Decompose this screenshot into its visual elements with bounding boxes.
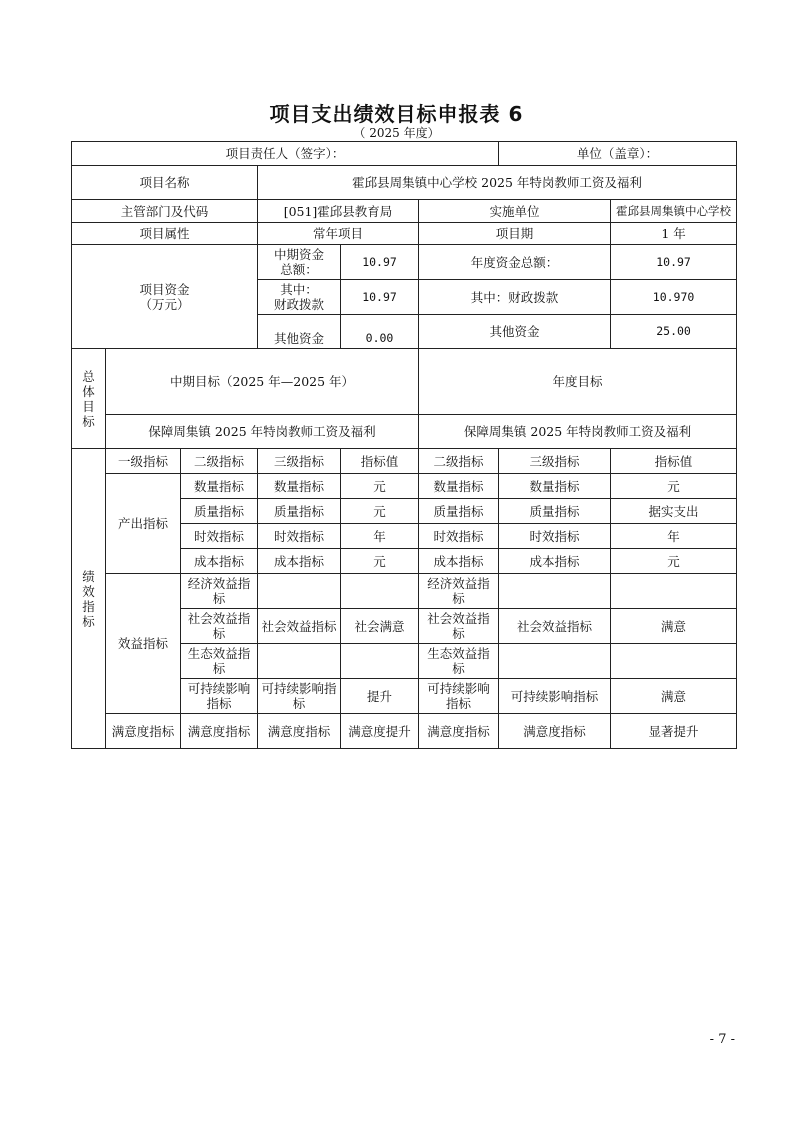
project-name-label: 项目名称 — [72, 166, 258, 200]
impl-value: 霍邱县周集镇中心学校 — [611, 200, 737, 223]
mid-fiscal-value: 10.97 — [341, 280, 419, 315]
attr-label: 项目属性 — [72, 223, 258, 245]
table-header-cell: 三级指标 — [258, 449, 341, 474]
cell: 元 — [611, 549, 737, 574]
mid-total-value: 10.97 — [341, 245, 419, 280]
cell: 满意度指标 — [419, 714, 499, 749]
cell: 质量指标 — [258, 499, 341, 524]
annual-fiscal-label: 其中：财政拨款 — [419, 280, 611, 315]
mid-other-label: 其他资金 — [258, 315, 341, 349]
cell — [258, 574, 341, 609]
indicators-char: 指 — [82, 598, 95, 614]
cell: 满意度指标 — [181, 714, 258, 749]
indicators-label — [72, 449, 106, 749]
cell: 社会效益指标 — [499, 609, 611, 644]
goals-char: 标 — [82, 413, 95, 429]
indicators-char: 效 — [82, 583, 95, 599]
cell: 提升 — [341, 679, 419, 714]
table-row — [72, 714, 737, 749]
cell: 元 — [341, 499, 419, 524]
cell — [499, 644, 611, 679]
annual-goal-text: 保障周集镇 2025 年特岗教师工资及福利 — [419, 415, 737, 449]
annual-total-label: 年度资金总额： — [419, 245, 611, 280]
funds-label — [72, 245, 258, 349]
cell: 时效指标 — [419, 524, 499, 549]
cell: 时效指标 — [258, 524, 341, 549]
cell: 社会效益指标 — [258, 609, 341, 644]
cell — [499, 574, 611, 609]
table-header-cell: 二级指标 — [419, 449, 499, 474]
annual-goal-header: 年度目标 — [419, 349, 737, 415]
dept-value: [051]霍邱县教育局 — [258, 200, 419, 223]
cell: 年 — [341, 524, 419, 549]
cell: 满意 — [611, 609, 737, 644]
mid-goal-header: 中期目标（2025 年—2025 年） — [106, 349, 419, 415]
cell: 质量指标 — [181, 499, 258, 524]
cell: 社会效益指标 — [181, 609, 258, 644]
indicators-char: 标 — [82, 613, 95, 629]
goals-char: 体 — [82, 383, 95, 399]
page-number: - 7 - — [709, 1032, 735, 1047]
cell: 社会满意 — [341, 609, 419, 644]
cell — [611, 574, 737, 609]
table-header-cell: 二级指标 — [181, 449, 258, 474]
funds-label-line1: 项目资金 — [139, 281, 190, 297]
cell: 数量指标 — [419, 474, 499, 499]
dept-label: 主管部门及代码 — [72, 200, 258, 223]
cell: 可持续影响指标 — [181, 679, 258, 714]
cell: 可持续影响指标 — [419, 679, 499, 714]
unit-cell: 单位（盖章）： — [499, 142, 737, 166]
cell: 满意度指标 — [258, 714, 341, 749]
cell — [611, 644, 737, 679]
cell: 成本指标 — [258, 549, 341, 574]
responsible-cell: 项目责任人（签字）： — [72, 142, 499, 166]
cell: 满意度指标 — [499, 714, 611, 749]
table-header-cell: 一级指标 — [106, 449, 181, 474]
cell: 经济效益指标 — [419, 574, 499, 609]
cell: 质量指标 — [499, 499, 611, 524]
cell: 满意 — [611, 679, 737, 714]
annual-fiscal-value: 10.970 — [611, 280, 737, 315]
cell: 成本指标 — [499, 549, 611, 574]
cell: 满意度提升 — [341, 714, 419, 749]
satisfaction-label: 满意度指标 — [106, 714, 181, 749]
cell: 元 — [341, 474, 419, 499]
cell: 年 — [611, 524, 737, 549]
mid-goal-text: 保障周集镇 2025 年特岗教师工资及福利 — [106, 415, 419, 449]
cell: 可持续影响指标 — [258, 679, 341, 714]
table-row — [72, 574, 737, 609]
funds-label-line2: （万元） — [139, 296, 190, 312]
mid-total-label — [258, 245, 341, 280]
output-label: 产出指标 — [106, 474, 181, 574]
performance-table — [71, 141, 737, 749]
cell: 元 — [341, 549, 419, 574]
cell — [341, 574, 419, 609]
cell: 成本指标 — [181, 549, 258, 574]
year-line: （ 2025 年度） — [353, 126, 440, 140]
project-name-value: 霍邱县周集镇中心学校 2025 年特岗教师工资及福利 — [258, 166, 737, 200]
mid-fiscal-line1: 其中： — [280, 282, 318, 297]
attr-value: 常年项目 — [258, 223, 419, 245]
mid-total-line2: 总额： — [280, 262, 318, 277]
annual-other-label: 其他资金 — [419, 315, 611, 349]
cell: 社会效益指标 — [419, 609, 499, 644]
indicators-char: 绩 — [82, 568, 95, 584]
impl-label: 实施单位 — [419, 200, 611, 223]
benefit-label: 效益指标 — [106, 574, 181, 714]
table-header-cell: 指标值 — [341, 449, 419, 474]
cell: 可持续影响指标 — [499, 679, 611, 714]
mid-total-line1: 中期资金 — [273, 247, 324, 262]
cell — [258, 644, 341, 679]
cell: 经济效益指标 — [181, 574, 258, 609]
cell: 数量指标 — [258, 474, 341, 499]
cell: 生态效益指标 — [181, 644, 258, 679]
goals-label — [72, 349, 106, 449]
cell: 数量指标 — [181, 474, 258, 499]
table-header-cell: 三级指标 — [499, 449, 611, 474]
cell: 显著提升 — [611, 714, 737, 749]
cell: 数量指标 — [499, 474, 611, 499]
mid-other-value: 0.00 — [341, 315, 419, 349]
cell — [341, 644, 419, 679]
cell: 质量指标 — [419, 499, 499, 524]
annual-other-value: 25.00 — [611, 315, 737, 349]
cell: 成本指标 — [419, 549, 499, 574]
cell: 据实支出 — [611, 499, 737, 524]
cell: 元 — [611, 474, 737, 499]
table-row — [72, 474, 737, 499]
page-title: 项目支出绩效目标申报表 6 — [269, 102, 524, 126]
cell: 时效指标 — [499, 524, 611, 549]
mid-fiscal-label — [258, 280, 341, 315]
period-value: 1 年 — [611, 223, 737, 245]
mid-fiscal-line2: 财政拨款 — [273, 297, 324, 312]
table-header-cell: 指标值 — [611, 449, 737, 474]
cell: 时效指标 — [181, 524, 258, 549]
goals-char: 总 — [82, 368, 95, 384]
goals-char: 目 — [82, 398, 95, 414]
annual-total-value: 10.97 — [611, 245, 737, 280]
period-label: 项目期 — [419, 223, 611, 245]
cell: 生态效益指标 — [419, 644, 499, 679]
